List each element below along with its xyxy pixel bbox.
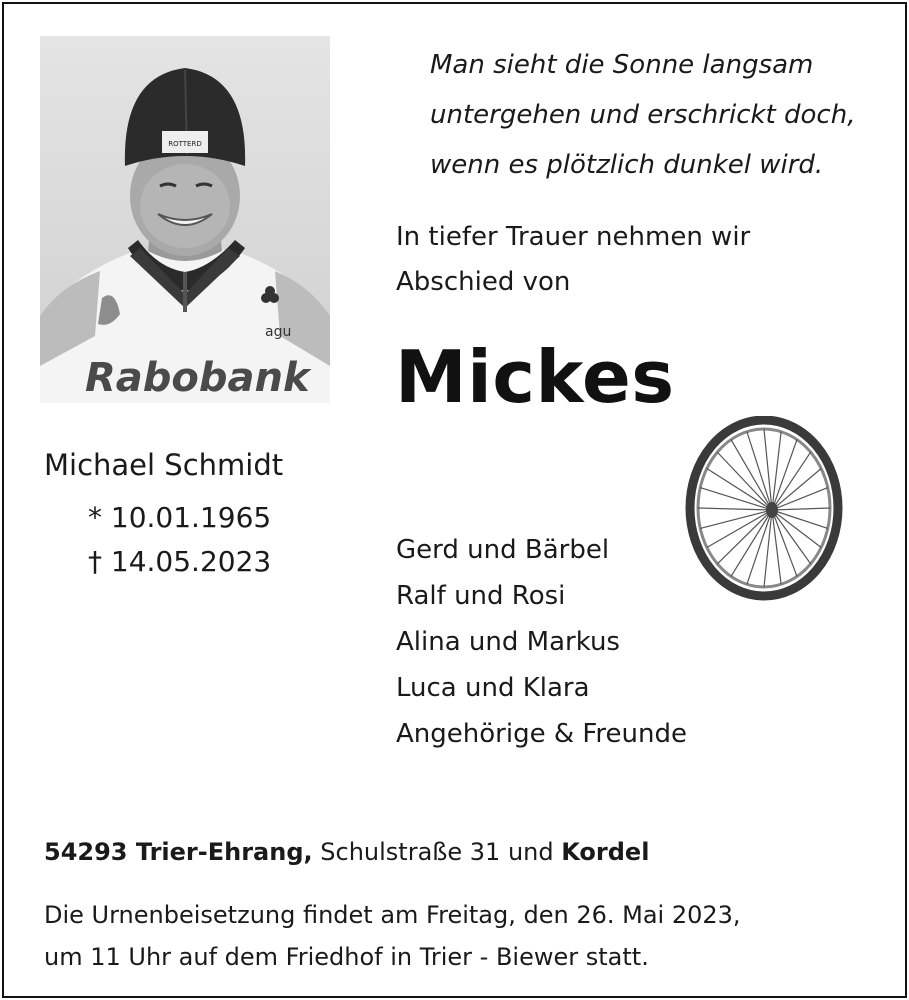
address-town: Kordel bbox=[561, 838, 650, 866]
death-date: † 14.05.2023 bbox=[88, 545, 272, 578]
portrait-photo bbox=[40, 36, 330, 403]
bicycle-wheel-icon bbox=[684, 416, 844, 601]
poem-line: untergehen und erschrickt doch, bbox=[430, 100, 856, 130]
mourning-intro bbox=[396, 215, 750, 305]
intro-line: In tiefer Trauer nehmen wir bbox=[396, 222, 751, 252]
wheel-spoke bbox=[700, 510, 772, 528]
intro-line: Abschied von bbox=[396, 267, 571, 297]
burial-line: Die Urnenbeisetzung findet am Freitag, den 26. Mai 2023, bbox=[44, 901, 741, 929]
portrait-illustration bbox=[40, 36, 330, 403]
wheel-spoke bbox=[772, 508, 830, 510]
mourner-entry: Angehörige & Freunde bbox=[396, 719, 688, 749]
jersey-sponsor-text: agu bbox=[265, 324, 292, 340]
poem-line: wenn es plötzlich dunkel wird. bbox=[430, 150, 824, 180]
address-street: Schulstraße 31 und bbox=[320, 838, 554, 866]
jersey-logo-text: Rabobank bbox=[85, 355, 310, 401]
nickname-heading: Mickes bbox=[395, 335, 675, 419]
burial-notice bbox=[44, 894, 741, 978]
poem-line: Man sieht die Sonne langsam bbox=[430, 50, 814, 80]
burial-line: um 11 Uhr auf dem Friedhof in Trier - Biewer statt. bbox=[44, 943, 649, 971]
deceased-full-name: Michael Schmidt bbox=[44, 448, 284, 482]
wheel-spoke bbox=[772, 510, 828, 528]
mourner-entry: Luca und Klara bbox=[396, 673, 590, 703]
wheel-spoke bbox=[698, 508, 772, 510]
mourners-list bbox=[396, 527, 687, 757]
mourner-entry: Gerd und Bärbel bbox=[396, 535, 610, 565]
poem bbox=[430, 40, 855, 190]
wheel-spoke bbox=[772, 488, 828, 510]
cap-badge-text: ROTTERD bbox=[168, 140, 202, 148]
address-line bbox=[44, 838, 649, 866]
birth-date: * 10.01.1965 bbox=[88, 501, 272, 534]
life-dates bbox=[88, 496, 271, 584]
address-postal-city: 54293 Trier-Ehrang, bbox=[44, 838, 313, 866]
mourner-entry: Alina und Markus bbox=[396, 627, 620, 657]
mourner-entry: Ralf und Rosi bbox=[396, 581, 566, 611]
